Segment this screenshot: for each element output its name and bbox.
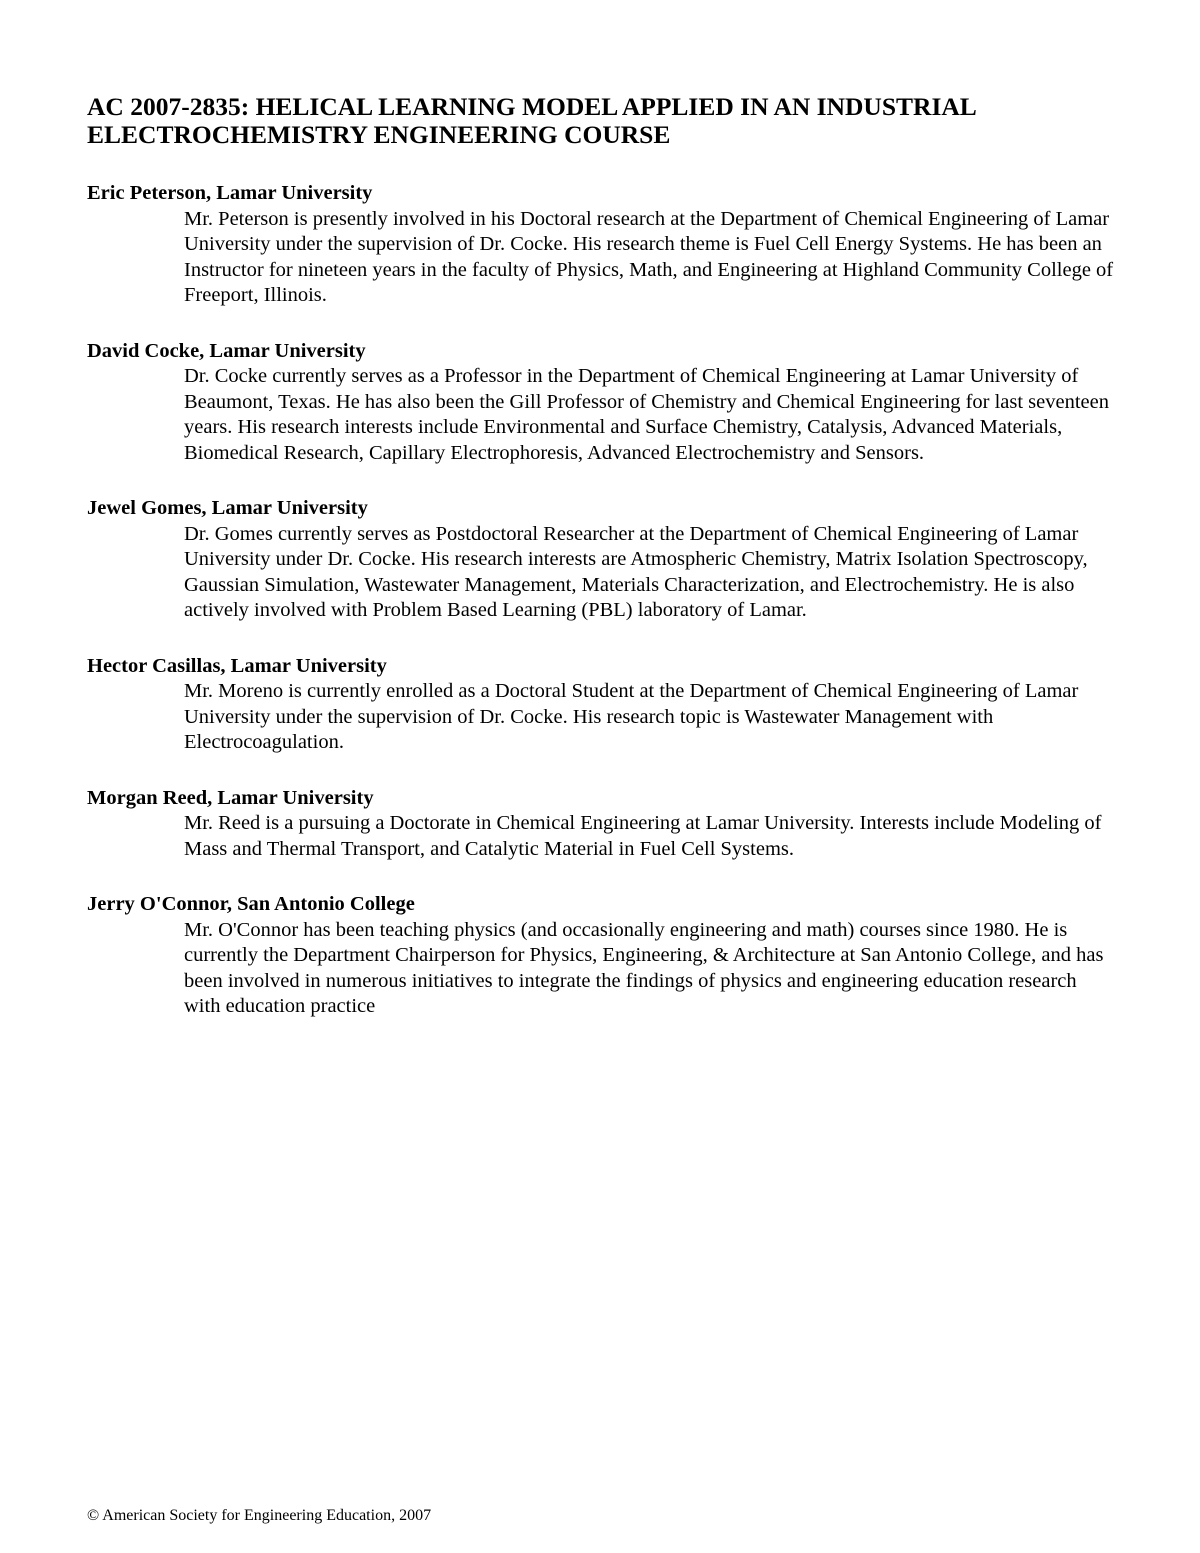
author-block: [87, 654, 1127, 756]
author-block: [87, 892, 1127, 1020]
author-name: Jerry O'Connor, San Antonio College: [87, 893, 415, 915]
author-block: [87, 339, 1127, 467]
author-bio: Mr. Moreno is currently enrolled as a Doctoral Student at the Department of Chemical Engineering of Lamar University under the supervision of Dr. Cocke. His research topic is Wastewater Management with Electrocoagulation.: [184, 680, 1079, 753]
author-block: [87, 786, 1127, 863]
paper-page: [87, 93, 1127, 1050]
author-bio: Mr. Reed is a pursuing a Doctorate in Chemical Engineering at Lamar University. Interests include Modeling of Mass and Thermal Transport, and Catalytic Material in Fuel Cell Systems.: [184, 812, 1102, 860]
author-name: Hector Casillas, Lamar University: [87, 654, 387, 677]
author-bio: Mr. Peterson is presently involved in his Doctoral research at the Department of Chemical Engineering of Lamar University under the supervision of Dr. Cocke. His research theme is Fuel Cell Energy Systems. He has been an Instructor for nineteen years in the faculty of Physics, Math, and Engineering at Highland Community College of Freeport, Illinois.: [184, 207, 1114, 306]
author-block: [87, 181, 1127, 309]
author-bio: Mr. O'Connor has been teaching physics (and occasionally engineering and math) courses since 1980. He is currently the Department Chairperson for Physics, Engineering, & Architecture at San Antonio College, and has been involved in numerous initiatives to integrate the findings of physics and engineering education research with education practice: [184, 918, 1104, 1017]
author-name: Morgan Reed, Lamar University: [87, 786, 374, 809]
paper-title: AC 2007-2835: HELICAL LEARNING MODEL APPLIED IN AN INDUSTRIAL ELECTROCHEMISTRY ENGINEERING COURSE: [87, 92, 976, 149]
author-name: David Cocke, Lamar University: [87, 339, 366, 362]
author-bio: Dr. Cocke currently serves as a Professor in the Department of Chemical Engineering at Lamar University of Beaumont, Texas. He has also been the Gill Professor of Chemistry and Chemical Engineering for last seventeen years. His research interests include Environmental and Surface Chemistry, Catalysis, Advanced Materials, Biomedical Research, Capillary Electrophoresis, Advanced Electrochemistry and Sensors.: [184, 365, 1110, 464]
author-name: Eric Peterson, Lamar University: [87, 182, 373, 204]
author-block: [87, 496, 1127, 624]
author-bio: Dr. Gomes currently serves as Postdoctoral Researcher at the Department of Chemical Engineering of Lamar University under Dr. Cocke. His research interests are Atmospheric Chemistry, Matrix Isolation Spectroscopy, Gaussian Simulation, Wastewater Management, Materials Characterization, and Electrochemistry. He is also actively involved with Problem Based Learning (PBL) laboratory of Lamar.: [184, 522, 1088, 621]
author-name: Jewel Gomes, Lamar University: [87, 497, 368, 519]
copyright-footer: © American Society for Engineering Education, 2007: [87, 1507, 432, 1524]
